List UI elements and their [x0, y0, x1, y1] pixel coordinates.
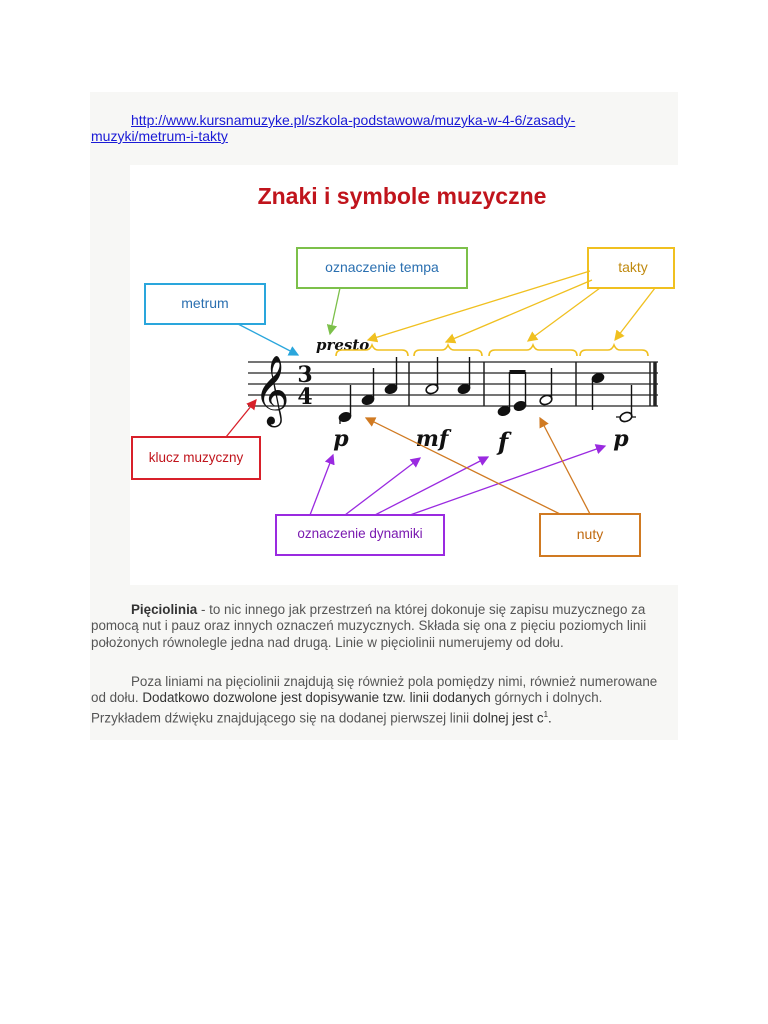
paragraph-2-end: .	[548, 710, 552, 726]
diagram-title: Znaki i symbole muzyczne	[257, 183, 547, 209]
paragraph-2-part-b: Dodatkowo dozwolone jest dopisywanie tzw. linii dodanych	[142, 690, 491, 706]
nuty-label	[540, 514, 640, 556]
paragraph-ledger-lines	[91, 674, 661, 727]
klucz-label	[132, 437, 260, 479]
dynamic-mark-4: p	[613, 426, 629, 452]
svg-text:oznaczenie dynamiki: oznaczenie dynamiki	[297, 526, 423, 541]
svg-text:klucz muzyczny: klucz muzyczny	[148, 450, 244, 465]
svg-text:oznaczenie tempa: oznaczenie tempa	[325, 259, 439, 275]
dynamika-label	[276, 515, 444, 555]
source-link[interactable]: http://www.kursnamuzyke.pl/szkola-podstawowa/muzyka-w-4-6/zasady-muzyki/metrum-i-takty	[91, 112, 576, 144]
superscript-one: 1	[543, 709, 549, 719]
dynamic-mark-2: mf	[415, 426, 449, 452]
tempo-label	[297, 248, 467, 288]
paragraph-staff-definition	[91, 602, 661, 651]
time-signature-bottom: 4	[297, 384, 313, 410]
svg-text:nuty: nuty	[576, 526, 604, 542]
paragraph-1-body: - to nic innego jak przestrzeń na której dokonuje się zapisu muzycznego za pomocą nut i pauz oraz innych oznaczeń muzycznych. Składa się ona z pięciu poziomych linii położonych równolegle jedna nad drugą. Linie w pięciolinii numerujemy od dołu.	[91, 602, 647, 650]
paragraph-2-part-a: Poza liniami na pięciolinii znajdują się również pola pomiędzy nimi, również numerowane od dołu.	[91, 674, 658, 706]
svg-text:takty: takty	[618, 259, 648, 275]
dynamic-mark-1: p	[333, 426, 349, 452]
paragraph-2-part-d: dolnej jest c	[472, 710, 544, 726]
takty-label	[588, 248, 674, 288]
term-pieciolinia: Pięciolinia	[131, 602, 198, 617]
metrum-label	[145, 284, 265, 324]
treble-clef-icon: 𝄞	[254, 355, 290, 425]
svg-text:metrum: metrum	[181, 295, 229, 311]
dynamic-mark-3: f	[497, 427, 509, 456]
tempo-marking: presto	[316, 336, 370, 354]
time-signature-top: 3	[297, 362, 313, 388]
paragraph-2-part-c: górnych i dolnych. Przykładem dźwięku znajdującego się na dodanej pierwszej linii	[91, 690, 603, 726]
